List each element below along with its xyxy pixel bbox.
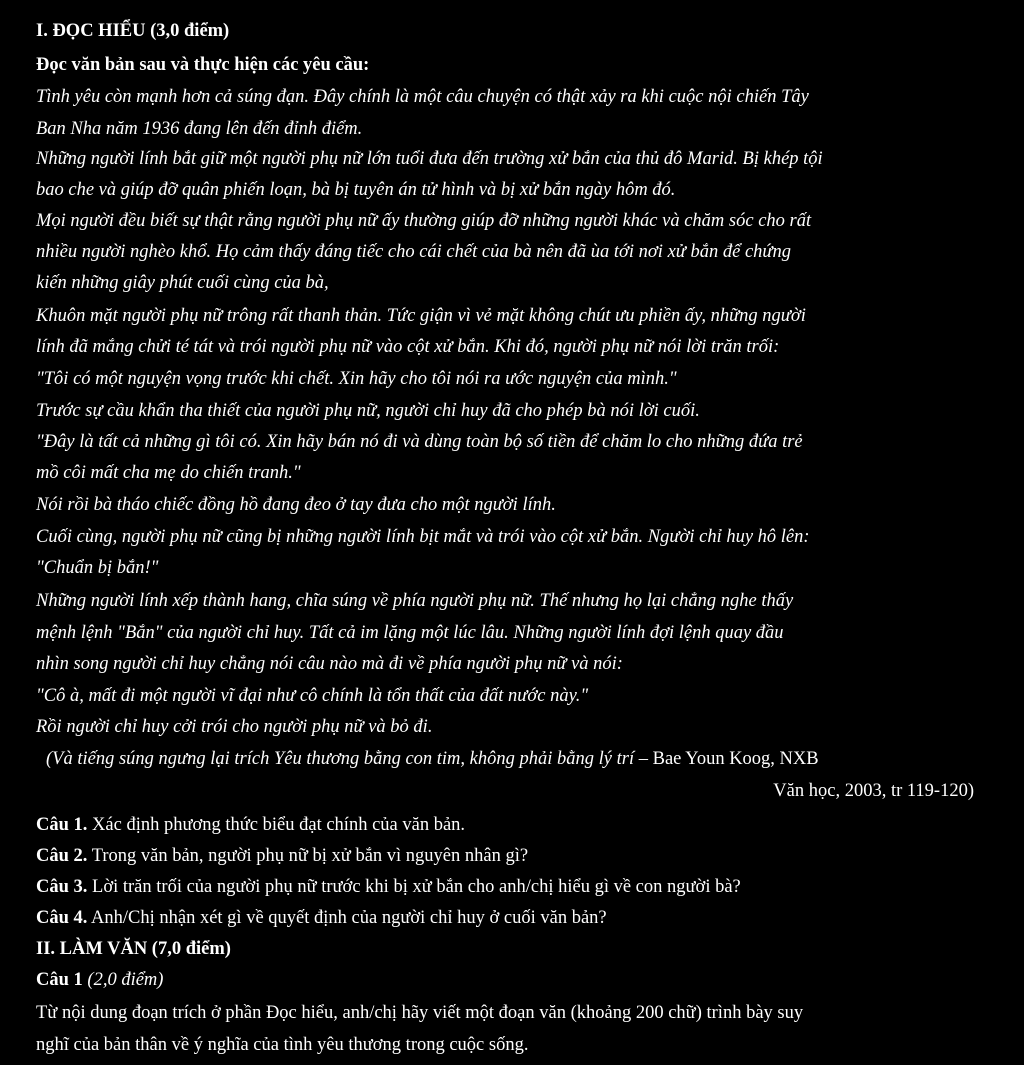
essay-question-points: (2,0 điểm)	[82, 970, 164, 990]
instruction: Đọc văn bản sau và thực hiện các yêu cầu:	[36, 55, 370, 75]
question-3	[36, 876, 741, 902]
question-text: Anh/Chị nhận xét gì về quyết định của người chỉ huy ở cuối văn bản?	[87, 908, 607, 928]
source-citation	[46, 748, 819, 774]
essay-question-1-heading	[36, 969, 163, 995]
passage-line: "Tôi có một nguyện vọng trước khi chết. Xin hãy cho tôi nói ra ước nguyện của mình."	[36, 369, 677, 389]
passage-line: Những người lính xếp thành hang, chĩa súng về phía người phụ nữ. Thế nhưng họ lại chẳng nghe thấy	[36, 591, 794, 611]
passage-line: lính đã mắng chửi té tát và trói người phụ nữ vào cột xử bắn. Khi đó, người phụ nữ nói lời trăn trối:	[36, 337, 780, 357]
essay-question-label: Câu 1	[36, 970, 83, 990]
passage-line: "Chuẩn bị bắn!"	[36, 558, 159, 578]
section1-title: I. ĐỌC HIỂU (3,0 điểm)	[36, 21, 230, 41]
passage-line: Những người lính bắt giữ một người phụ nữ lớn tuổi đưa đến trường xử bắn của thủ đô Marid. Bị khép tội	[36, 149, 823, 169]
source-citation-end: Văn học, 2003, tr 119-120)	[773, 781, 974, 801]
question-label: Câu 3.	[36, 877, 88, 897]
passage-line: mồ côi mất cha mẹ do chiến tranh."	[36, 463, 301, 483]
question-label: Câu 4.	[36, 908, 88, 928]
source-author: – Bae Youn Koog, NXB	[634, 749, 819, 769]
passage-line: bao che và giúp đỡ quân phiến loạn, bà bị tuyên án tử hình và bị xử bắn ngày hôm đó.	[36, 180, 676, 200]
section2-title: II. LÀM VĂN (7,0 điểm)	[36, 939, 231, 959]
passage-line: Rồi người chỉ huy cởi trói cho người phụ nữ và bỏ đi.	[36, 717, 433, 737]
question-2	[36, 845, 528, 871]
passage-line: Nói rồi bà tháo chiếc đồng hồ đang đeo ở tay đưa cho một người lính.	[36, 495, 556, 515]
passage-line: nhiều người nghèo khổ. Họ cảm thấy đáng tiếc cho cái chết của bà nên đã ùa tới nơi xử bắn để chứng	[36, 242, 792, 262]
passage-line: "Đây là tất cả những gì tôi có. Xin hãy bán nó đi và dùng toàn bộ số tiền để chăm lo cho những đứa trẻ	[36, 432, 803, 452]
source-title: (Và tiếng súng ngưng lại trích Yêu thương bằng con tim, không phải bằng lý trí	[46, 749, 635, 769]
passage-line: kiến những giây phút cuối cùng của bà,	[36, 273, 329, 293]
question-4	[36, 907, 607, 933]
question-text: Lời trăn trối của người phụ nữ trước khi bị xử bắn cho anh/chị hiểu gì về con người bà?	[87, 877, 741, 897]
passage-line: Khuôn mặt người phụ nữ trông rất thanh thản. Tức giận vì vẻ mặt không chút ưu phiền ấy, những người	[36, 306, 806, 326]
passage-line: Tình yêu còn mạnh hơn cả súng đạn. Đây chính là một câu chuyện có thật xảy ra khi cuộc nội chiến Tây	[36, 87, 809, 107]
essay-question-line: Từ nội dung đoạn trích ở phần Đọc hiểu, anh/chị hãy viết một đoạn văn (khoảng 200 chữ) trình bày suy	[36, 1003, 804, 1023]
question-1	[36, 814, 465, 840]
passage-line: nhìn song người chỉ huy chẳng nói câu nào mà đi về phía người phụ nữ và nói:	[36, 654, 623, 674]
question-text: Xác định phương thức biểu đạt chính của văn bản.	[87, 815, 466, 835]
passage-line: "Cô à, mất đi một người vĩ đại như cô chính là tổn thất của đất nước này."	[36, 686, 589, 706]
question-label: Câu 1.	[36, 815, 88, 835]
passage-line: Ban Nha năm 1936 đang lên đến đỉnh điểm.	[36, 119, 363, 139]
essay-question-line: nghĩ của bản thân về ý nghĩa của tình yêu thương trong cuộc sống.	[36, 1035, 529, 1055]
question-label: Câu 2.	[36, 846, 88, 866]
question-text: Trong văn bản, người phụ nữ bị xử bắn vì nguyên nhân gì?	[87, 846, 529, 866]
passage-line: Mọi người đều biết sự thật rằng người phụ nữ ấy thường giúp đỡ những người khác và chăm sóc cho rất	[36, 211, 812, 231]
passage-line: Cuối cùng, người phụ nữ cũng bị những người lính bịt mắt và trói vào cột xử bắn. Người chỉ huy hô lên:	[36, 527, 810, 547]
passage-line: Trước sự cầu khẩn tha thiết của người phụ nữ, người chỉ huy đã cho phép bà nói lời cuối.	[36, 401, 700, 421]
passage-line: mệnh lệnh "Bắn" của người chỉ huy. Tất cả im lặng một lúc lâu. Những người lính đợi lệnh quay đầu	[36, 623, 784, 643]
